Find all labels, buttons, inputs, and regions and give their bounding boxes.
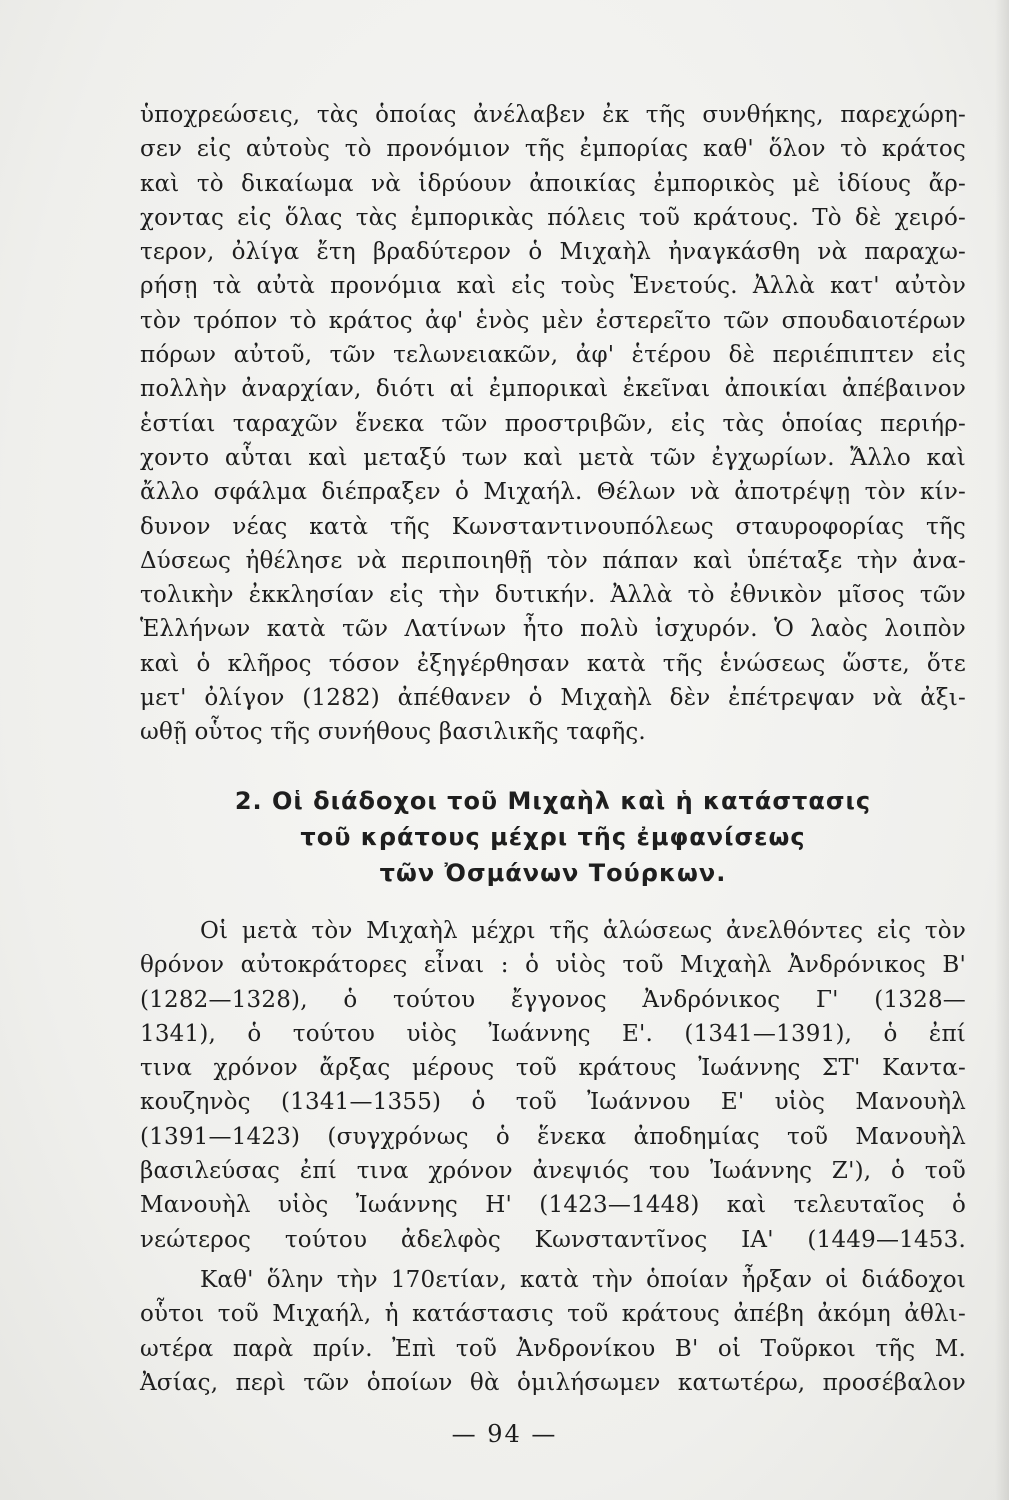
text-line: Δύσεως ἠθέλησε νὰ περιποιηθῇ τὸν πάπαν καὶ ὑπέταξε τὴν ἀνα- [140,547,966,574]
section-2-paragraph-2 [140,1263,966,1400]
text-line: τερον, ὀλίγα ἔτη βραδύτερον ὁ Μιχαὴλ ἠναγκάσθη νὰ παραχω- [140,239,966,266]
text-line: δυνον νέας κατὰ τῆς Κωνσταντινουπόλεως σταυροφορίας τῆς [140,513,966,540]
text-line: ρήσῃ τὰ αὐτὰ προνόμια καὶ εἰς τοὺς Ἑνετούς. Ἀλλὰ κατ' αὐτὸν [140,273,966,300]
text-line: τολικὴν ἐκκλησίαν εἰς τὴν δυτικήν. Ἀλλὰ τὸ ἐθνικὸν μῖσος τῶν [140,582,966,609]
text-line: καὶ ὁ κλῆρος τόσον ἐξηγέρθησαν κατὰ τῆς ἑνώσεως ὥστε, ὅτε [140,650,966,677]
text-line: μετ' ὀλίγον (1282) ἀπέθανεν ὁ Μιχαὴλ δὲν ἐπέτρεψαν νὰ ἀξι- [140,685,966,712]
text-line: τινα χρόνον ἄρξας μέρους τοῦ κράτους Ἰωάννης ΣΤ' Καντα- [140,1055,966,1082]
text-line: καὶ τὸ δικαίωμα νὰ ἱδρύουν ἀποικίας ἐμπορικὸς μὲ ἰδίους ἄρ- [140,170,966,197]
text-line: ωτέρα παρὰ πρίν. Ἐπὶ τοῦ Ἀνδρονίκου Β' οἱ Τοῦρκοι τῆς Μ. [140,1335,966,1362]
text-line: (1391—1423) (συγχρόνως ὁ ἕνεκα ἀποδημίας τοῦ Μανουὴλ [140,1123,966,1150]
text-line: κουζηνὸς (1341—1355) ὁ τοῦ Ἰωάννου Ε' υἱὸς Μανουὴλ [140,1089,966,1116]
text-line: οὗτοι τοῦ Μιχαήλ, ἡ κατάστασις τοῦ κράτους ἀπέβη ἀκόμη ἀθλι- [140,1301,966,1328]
text-line: (1282—1328), ὁ τούτου ἔγγονος Ἀνδρόνικος Γ' (1328— [140,986,966,1013]
text-line: θρόνον αὐτοκράτορες εἶναι : ὁ υἱὸς τοῦ Μιχαὴλ Ἀνδρόνικος Β' [140,952,966,979]
text-line: νεώτερος τούτου ἀδελφὸς Κωνσταντῖνος ΙΑ' (1449—1453. [140,1226,966,1253]
text-line: πόρων αὐτοῦ, τῶν τελωνειακῶν, ἀφ' ἑτέρου δὲ περιέπιπτεν εἰς [140,342,966,369]
section-1-paragraph [140,98,966,750]
heading-line: 2. Οἱ διάδοχοι τοῦ Μιχαὴλ καὶ ἡ κατάστασις [234,787,872,815]
text-line: Οἱ μετὰ τὸν Μιχαὴλ μέχρι τῆς ἁλώσεως ἀνελθόντες εἰς τὸν [200,918,966,944]
heading-line: τοῦ κράτους μέχρι τῆς ἐμφανίσεως [300,823,806,851]
text-line: τὸν τρόπον τὸ κράτος ἀφ' ἑνὸς μὲν ἐστερεῖτο τῶν σπουδαιοτέρων [140,307,966,334]
text-line: Καθ' ὅλην τὴν 170ετίαν, κατὰ τὴν ὁποίαν ἦρξαν οἱ διάδοχοι [200,1267,966,1293]
section-2-heading [140,783,966,891]
text-line: Ἀσίας, περὶ τῶν ὁποίων θὰ ὁμιλήσωμεν κατωτέρω, προσέβαλον [140,1369,966,1396]
section-2-paragraph-1 [140,914,966,1257]
text-line: χοντο αὗται καὶ μεταξύ των καὶ μετὰ τῶν ἐγχωρίων. Ἄλλο καὶ [140,444,966,471]
text-line: ὑποχρεώσεις, τὰς ὁποίας ἀνέλαβεν ἐκ τῆς συνθήκης, παρεχώρη- [140,102,966,128]
page-number: — 94 — [451,1420,558,1448]
text-line: Ἑλλήνων κατὰ τῶν Λατίνων ἦτο πολὺ ἰσχυρόν. Ὁ λαὸς λοιπὸν [140,616,966,643]
text-line: πολλὴν ἀναρχίαν, διότι αἱ ἐμπορικαὶ ἐκεῖναι ἀποικίαι ἀπέβαινον [140,376,966,403]
page-edge-shadow [995,0,1009,1500]
text-line: ωθῇ οὗτος τῆς συνήθους βασιλικῆς ταφῆς. [140,719,646,746]
text-line: ἄλλο σφάλμα διέπραξεν ὁ Μιχαήλ. Θέλων νὰ ἀποτρέψῃ τὸν κίν- [140,479,966,506]
text-line: σεν εἰς αὐτοὺς τὸ προνόμιον τῆς ἐμπορίας καθ' ὅλον τὸ κράτος [140,136,966,163]
text-line: ἑστίαι ταραχῶν ἕνεκα τῶν προστριβῶν, εἰς τὰς ὁποίας περιήρ- [140,410,966,437]
heading-line: τῶν Ὀσμάνων Τούρκων. [379,859,727,887]
text-line: χοντας εἰς ὅλας τὰς ἐμπορικὰς πόλεις τοῦ κράτους. Τὸ δὲ χειρό- [140,204,966,231]
text-line: βασιλεύσας ἐπί τινα χρόνον ἀνεψιός του Ἰωάννης Ζ'), ὁ τοῦ [140,1158,966,1185]
text-line: 1341), ὁ τούτου υἱὸς Ἰωάννης Ε'. (1341—1391), ὁ ἐπί [140,1020,966,1047]
text-line: Μανουὴλ υἱὸς Ἰωάννης Η' (1423—1448) καὶ τελευταῖος ὁ [140,1192,966,1219]
